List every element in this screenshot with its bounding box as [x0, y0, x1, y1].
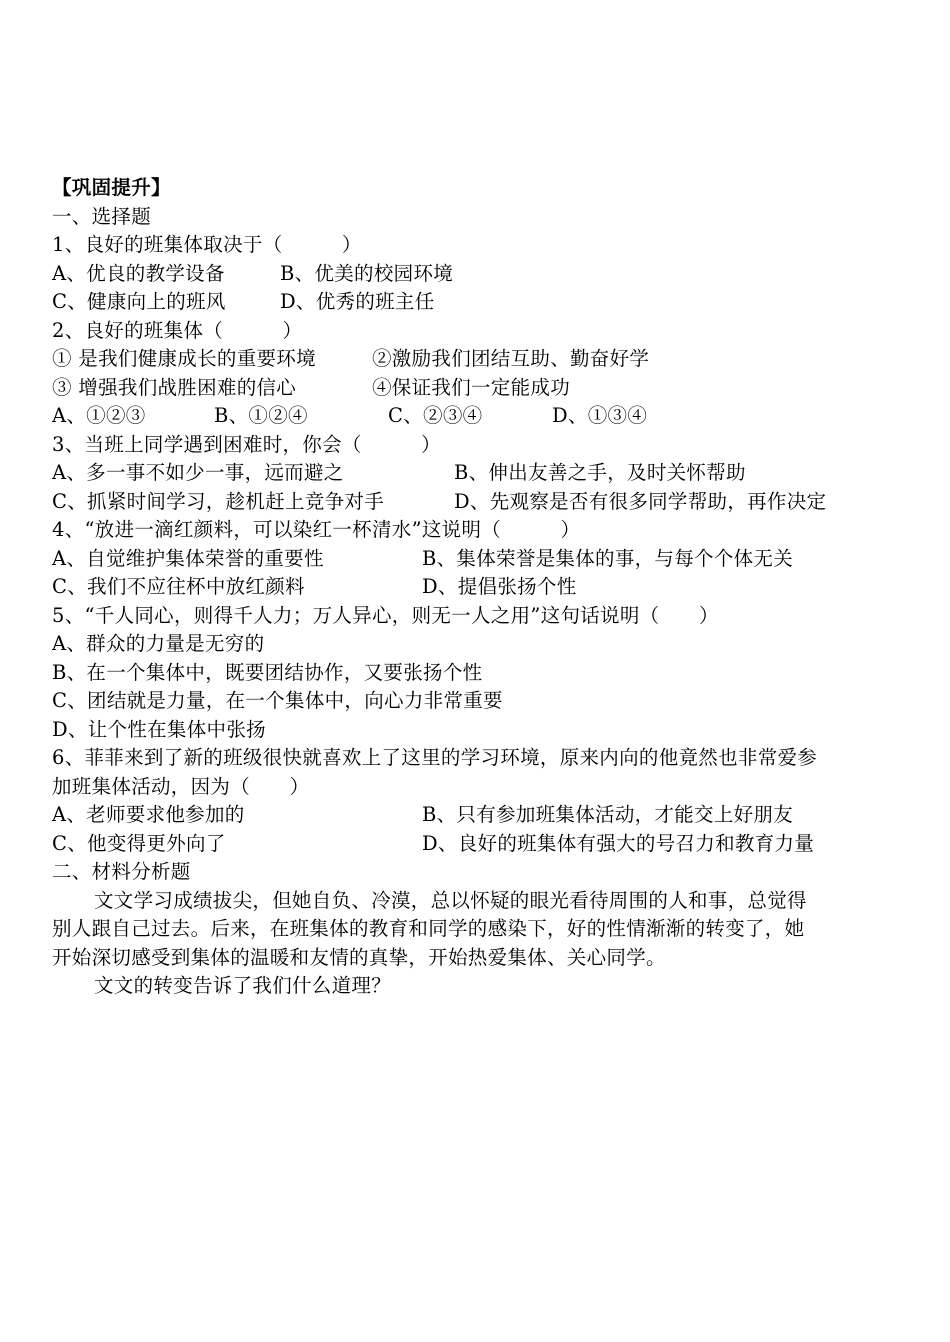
question-2-statements-row-1: [52, 345, 904, 374]
material-question: 文文的转变告诉了我们什么道理？: [94, 974, 392, 997]
option-a: A、优良的教学设备: [52, 261, 225, 285]
option-c: C、健康向上的班风: [52, 290, 226, 313]
material-paragraph-line-2: 别人跟自己过去。后来，在班集体的教育和同学的感染下，好的性情渐渐的转变了，她: [52, 917, 805, 940]
option-a: A、老师要求他参加的: [52, 803, 245, 826]
option-a: A、自觉维护集体荣誉的重要性: [52, 546, 324, 570]
material-paragraph-line-3: 开始深切感受到集体的温暖和友情的真挚，开始热爱集体、关心同学。: [52, 945, 666, 969]
option-d: D、让个性在集体中张扬: [52, 717, 266, 741]
worksheet-page: [52, 174, 904, 1001]
question-6-options-row-2: [52, 830, 904, 859]
statement-1: ① 是我们健康成长的重要环境: [52, 347, 316, 370]
option-d: D、先观察是否有很多同学帮助，再作决定: [454, 489, 827, 513]
question-6-stem-line-2: 加班集体活动，因为（ ）: [52, 774, 310, 798]
question-3-options-row-1: [52, 459, 904, 488]
question-1-stem: 1、良好的班集体取决于（ ）: [52, 233, 362, 256]
option-d: D、优秀的班主任: [280, 290, 435, 313]
question-2-options-row: [52, 402, 904, 431]
option-a: A、①②③: [52, 404, 146, 427]
option-b: B、伸出友善之手，及时关怀帮助: [454, 461, 746, 484]
question-4-stem: 4、“放进一滴红颜料，可以染红一杯清水”这说明（ ）: [52, 518, 581, 541]
question-6-stem-line-1: 6、菲菲来到了新的班级很快就喜欢上了这里的学习环境，原来内向的他竟然也非常爱参: [52, 746, 818, 769]
question-2-stem: 2、良好的班集体（ ）: [52, 318, 303, 342]
statement-2: ②激励我们团结互助、勤奋好学: [372, 347, 650, 370]
option-c: C、我们不应往杯中放红颜料: [52, 575, 305, 598]
section-title: 【巩固提升】: [52, 176, 171, 199]
section-heading-choice: 一、选择题: [52, 204, 152, 228]
statement-4: ④保证我们一定能成功: [372, 375, 571, 399]
question-1-options-row-2: [52, 288, 904, 317]
option-c: C、抓紧时间学习，趁机赶上竞争对手: [52, 489, 385, 513]
option-a: A、多一事不如少一事，远而避之: [52, 461, 344, 484]
option-a: A、群众的力量是无穷的: [52, 632, 265, 655]
option-c: C、团结就是力量，在一个集体中，向心力非常重要: [52, 689, 503, 712]
option-b: B、在一个集体中，既要团结协作，又要张扬个性: [52, 660, 483, 684]
question-2-statements-row-2: [52, 374, 904, 403]
question-4-options-row-2: [52, 573, 904, 602]
option-b: B、只有参加班集体活动，才能交上好朋友: [422, 803, 794, 826]
option-c: C、②③④: [388, 404, 483, 427]
option-d: D、①③④: [552, 404, 648, 427]
option-c: C、他变得更外向了: [52, 831, 226, 855]
material-paragraph-line-1: 文文学习成绩拔尖，但她自负、冷漠，总以怀疑的眼光看待周围的人和事，总觉得: [94, 888, 807, 912]
question-1-options-row-1: [52, 260, 904, 289]
question-3-options-row-2: [52, 488, 904, 517]
option-b: B、①②④: [214, 404, 308, 427]
question-6-options-row-1: [52, 801, 904, 830]
section-heading-analysis: 二、材料分析题: [52, 860, 191, 883]
question-5-stem: 5、“千人同心，则得千人力；万人异心，则无一人之用”这句话说明（ ）: [52, 603, 719, 627]
option-d: D、提倡张扬个性: [422, 575, 577, 598]
option-b: B、集体荣誉是集体的事，与每个个体无关: [422, 546, 794, 570]
option-b: B、优美的校园环境: [280, 261, 454, 285]
option-d: D、良好的班集体有强大的号召力和教育力量: [422, 831, 815, 855]
question-4-options-row-1: [52, 545, 904, 574]
statement-3: ③ 增强我们战胜困难的信心: [52, 375, 297, 399]
question-3-stem: 3、当班上同学遇到困难时，你会（ ）: [52, 432, 441, 456]
